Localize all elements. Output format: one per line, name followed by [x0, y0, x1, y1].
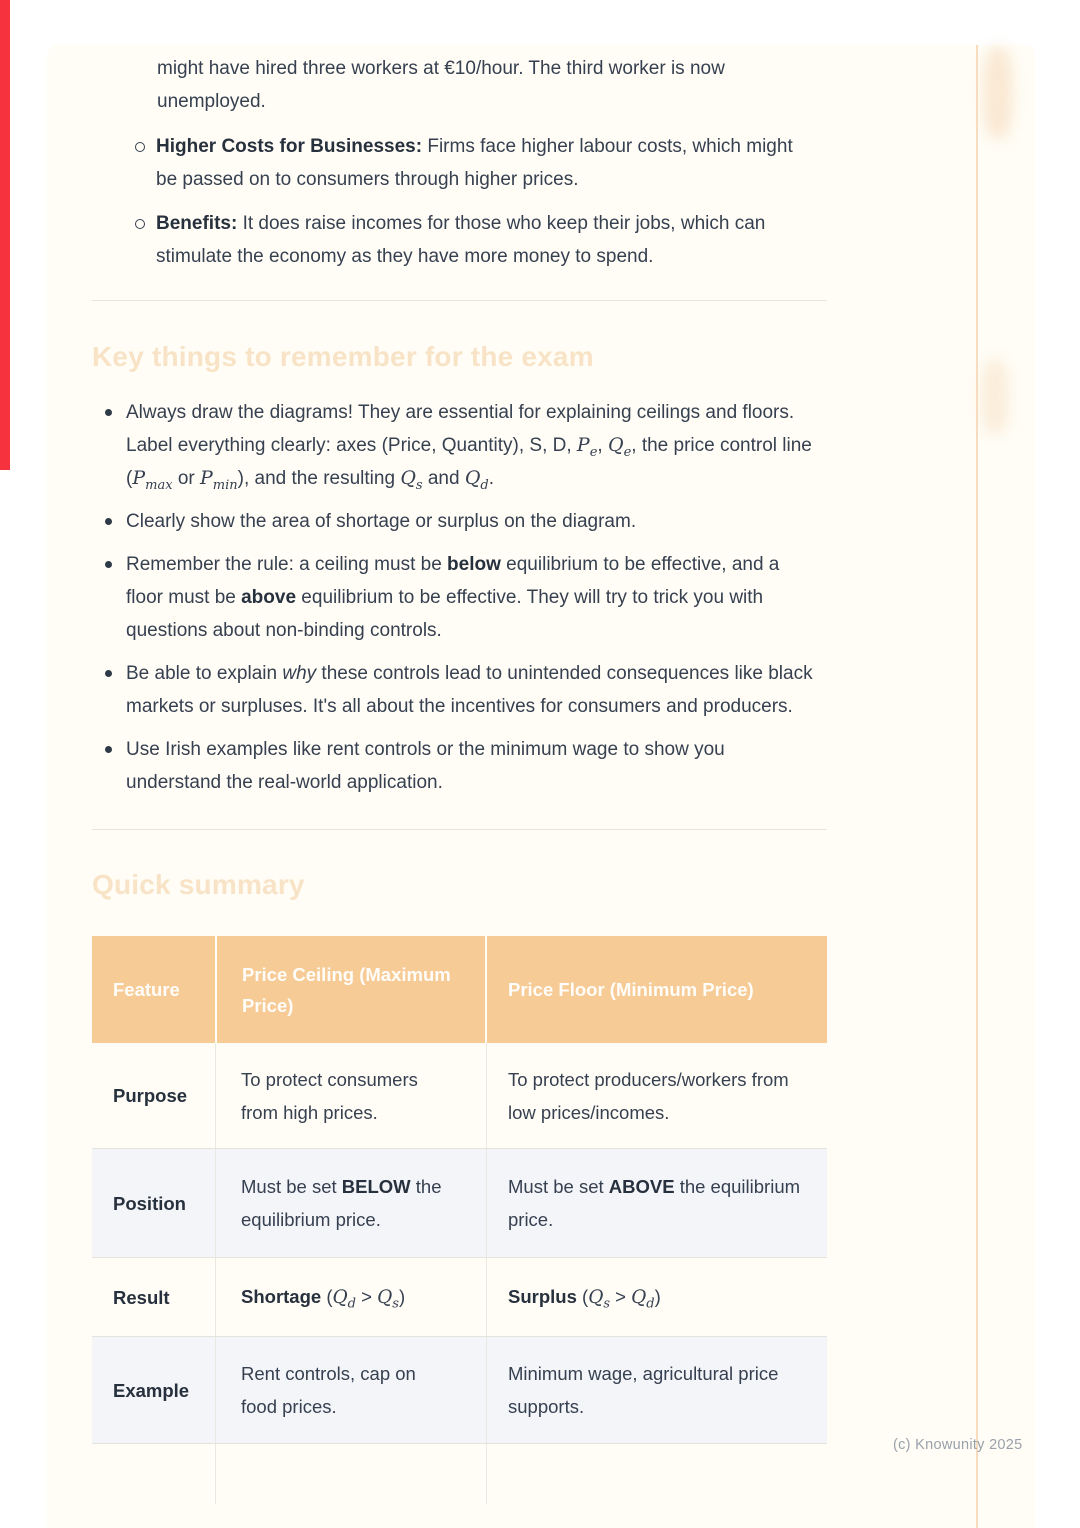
- summary-table: [92, 936, 827, 1504]
- cell-text: Must be set ABOVE the equilibrium price.: [508, 1176, 801, 1230]
- row-label: Result: [113, 1286, 170, 1308]
- table-cell: [487, 1337, 827, 1443]
- table-cell: [215, 1337, 487, 1443]
- section-heading-quick-summary: Quick summary: [92, 869, 305, 900]
- list-item: [135, 130, 827, 196]
- section-heading-key-things: Key things to remember for the exam: [92, 341, 594, 372]
- column-header-feature: Feature: [113, 979, 180, 1000]
- bullet-icon: [105, 670, 112, 677]
- table-cell: [487, 1043, 827, 1148]
- cell-text: Rent controls, cap on food prices.: [241, 1363, 416, 1417]
- column-header-price-floor: Price Floor (Minimum Price): [508, 979, 754, 1000]
- list-item-text: Clearly show the area of shortage or surplus on the diagram.: [126, 511, 637, 532]
- section-divider: [92, 300, 827, 301]
- table-cell: [215, 1258, 487, 1336]
- list-item-text: Remember the rule: a ceiling must be below equilibrium to be effective, and a floor must be above equilibrium to be effective. They will try to trick you with questions about non-binding controls.: [126, 554, 780, 641]
- list-item: [105, 505, 827, 538]
- cell-text: To protect consumers from high prices.: [241, 1068, 418, 1123]
- row-label: Position: [113, 1192, 186, 1214]
- document-page: [47, 45, 1035, 1528]
- list-item: [105, 733, 827, 799]
- table-cell: [215, 1444, 487, 1504]
- hollow-bullet-icon: [135, 219, 145, 229]
- list-item-text: Benefits: It does raise incomes for those who keep their jobs, which can stimulate the economy as they have more money to spend.: [156, 213, 766, 267]
- list-item: [105, 548, 827, 647]
- page-edge-divider-line: [976, 45, 978, 1528]
- table-cell: [92, 1444, 215, 1504]
- cell-text: To protect producers/workers from low prices/incomes.: [508, 1068, 789, 1123]
- page-curl-mark: [981, 359, 1009, 435]
- cell-text: Surplus $(Q_s > Q_d)$: [508, 1286, 661, 1312]
- list-item: [135, 207, 827, 273]
- table-cell: [215, 1149, 487, 1257]
- row-label: Purpose: [113, 1085, 188, 1106]
- table-cell: [487, 1149, 827, 1257]
- cell-text: Shortage $(Q_d > Q_s)$: [241, 1286, 406, 1312]
- copyright-watermark: (c) Knowunity 2025: [893, 1437, 1023, 1453]
- row-label: Example: [113, 1379, 190, 1401]
- hollow-bullet-icon: [135, 142, 145, 152]
- list-item-text: Higher Costs for Businesses: Firms face higher labour costs, which might be passed on to consumers through higher prices.: [156, 136, 793, 190]
- key-things-bullet-list: [105, 396, 827, 799]
- paragraph-continuation: might have hired three workers at €10/hour. The third worker is now unemployed.: [157, 58, 725, 112]
- bullet-icon: [105, 561, 112, 568]
- bullet-icon: [105, 409, 112, 416]
- bullet-icon: [105, 518, 112, 525]
- table-cell: [487, 1258, 827, 1336]
- table-row-cutoff: [92, 1444, 827, 1504]
- page-curl-mark: [983, 47, 1013, 139]
- table-row: [92, 1337, 827, 1444]
- table-header-row: [92, 936, 827, 1043]
- column-header-price-ceiling: Price Ceiling (Maximum Price): [215, 936, 487, 1043]
- list-item-text: Always draw the diagrams! They are essential for explaining ceilings and floors. Label everything clearly: axes (Price, Quantity), S, D, $P_e$, $Q_e$, the price control line ($P_{max}$ or $P_{min}$), and the resulting $Q_s$ and $Q_d$.: [126, 402, 812, 493]
- table-row: [92, 1258, 827, 1337]
- table-cell: [215, 1043, 487, 1148]
- section-divider: [92, 829, 827, 830]
- list-item-text: Use Irish examples like rent controls or the minimum wage to show you understand the real-world application.: [126, 739, 725, 793]
- list-item: [105, 396, 827, 495]
- table-row: [92, 1149, 827, 1258]
- list-item: [105, 657, 827, 723]
- table-cell: [487, 1444, 827, 1504]
- cell-text: Must be set BELOW the equilibrium price.: [241, 1176, 442, 1230]
- sub-bullet-list: [135, 130, 827, 273]
- red-edge-strip: [0, 0, 10, 470]
- cell-text: Minimum wage, agricultural price supports.: [508, 1363, 779, 1417]
- page-content: [92, 45, 827, 1504]
- list-item-text: Be able to explain why these controls lead to unintended consequences like black markets or surpluses. It's all about the incentives for consumers and producers.: [126, 663, 813, 717]
- bullet-icon: [105, 746, 112, 753]
- table-row: [92, 1043, 827, 1149]
